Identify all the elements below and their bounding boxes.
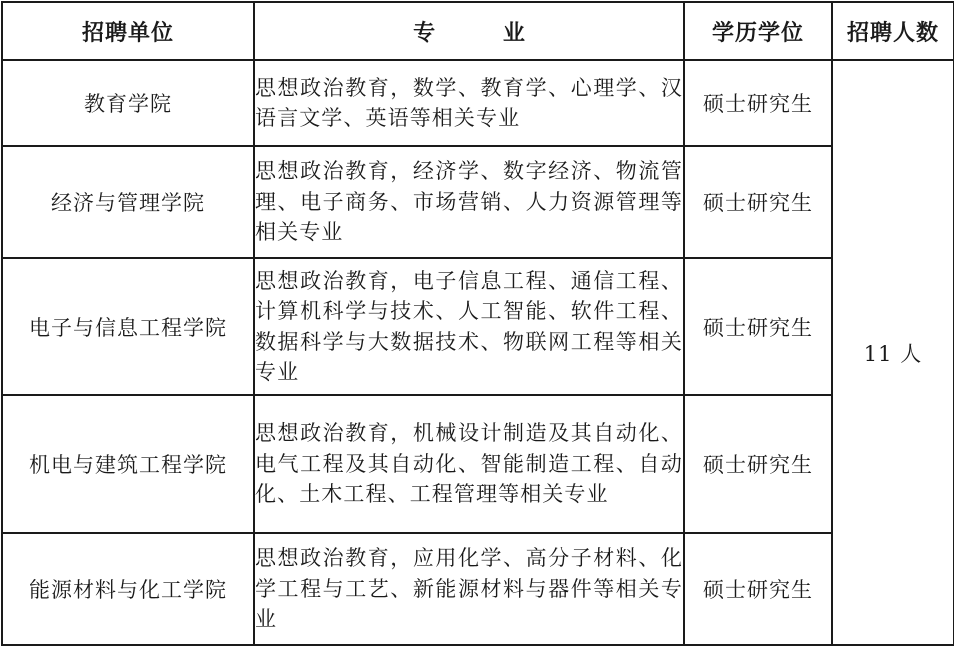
recruitment-table — [1, 1, 954, 646]
table-row — [2, 146, 954, 258]
major-cell: 思想政治教育，机械设计制造及其自动化、电气工程及其自动化、智能制造工程、自动化、土木工程、工程管理等相关专业 — [254, 395, 684, 533]
table-header-row — [2, 2, 954, 60]
header-degree: 学历学位 — [684, 2, 832, 60]
unit-cell: 电子与信息工程学院 — [2, 258, 254, 395]
table-row — [2, 395, 954, 533]
table-row — [2, 60, 954, 146]
major-cell: 思想政治教育，数学、教育学、心理学、汉语言文学、英语等相关专业 — [254, 60, 684, 146]
unit-cell: 教育学院 — [2, 60, 254, 146]
degree-cell: 硕士研究生 — [684, 258, 832, 395]
header-major-label: 专 业 — [413, 20, 555, 46]
major-cell: 思想政治教育，应用化学、高分子材料、化学工程与工艺、新能源材料与器件等相关专业 — [254, 533, 684, 645]
table-row — [2, 533, 954, 645]
table-row — [2, 258, 954, 395]
degree-cell: 硕士研究生 — [684, 146, 832, 258]
degree-cell: 硕士研究生 — [684, 60, 832, 146]
header-unit: 招聘单位 — [2, 2, 254, 60]
major-cell: 思想政治教育，经济学、数字经济、物流管理、电子商务、市场营销、人力资源管理等相关专业 — [254, 146, 684, 258]
count-cell: 11 人 — [832, 60, 954, 645]
header-count: 招聘人数 — [832, 2, 954, 60]
unit-cell: 经济与管理学院 — [2, 146, 254, 258]
degree-cell: 硕士研究生 — [684, 533, 832, 645]
header-major — [254, 2, 684, 60]
unit-cell: 机电与建筑工程学院 — [2, 395, 254, 533]
degree-cell: 硕士研究生 — [684, 395, 832, 533]
unit-cell: 能源材料与化工学院 — [2, 533, 254, 645]
major-cell: 思想政治教育，电子信息工程、通信工程、计算机科学与技术、人工智能、软件工程、数据科学与大数据技术、物联网工程等相关专业 — [254, 258, 684, 395]
